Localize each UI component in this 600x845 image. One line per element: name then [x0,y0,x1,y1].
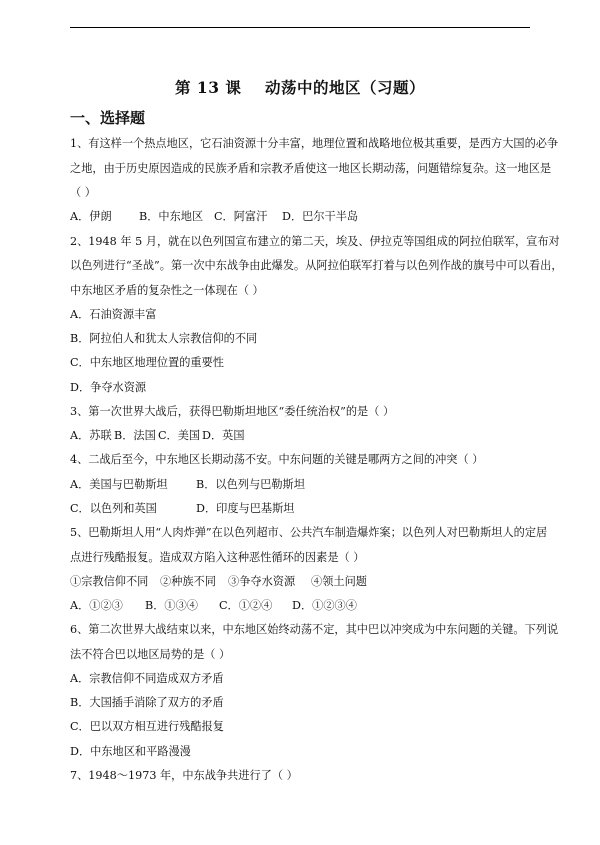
q3-option-d: D．英国 [202,429,245,442]
q5-line-1: 5、巴勒斯坦人用“人肉炸弹”在以色列超市、公共汽车制造爆炸案；以色列人对巴勒斯坦人的定居 [70,526,548,539]
q3-option-b: B．法国 [114,429,156,442]
q6-option-d: D．中东地区和平路漫漫 [70,745,191,758]
q5-factor-4: ④领土问题 [311,575,367,588]
q1-option-a: A．伊朗 [70,210,112,223]
q6-option-a: A．宗教信仰不同造成双方矛盾 [70,672,224,685]
q2-line-3: 中东地区矛盾的复杂性之一体现在（ ） [70,284,264,297]
q5-option-b: B．①③④ [145,599,198,612]
q7-line-1: 7、1948～1973 年，中东战争共进行了（ ） [70,769,298,782]
q6-option-c: C．巴以双方相互进行残酷报复 [70,720,224,733]
q4-option-c: C．以色列和英国 [70,502,157,515]
q1-line-2: 之地，由于历史原因造成的民族矛盾和宗教矛盾使这一地区长期动荡，问题错综复杂。这一地区是 [70,162,552,175]
q3-line-1: 3、第一次世界大战后，获得巴勒斯坦地区“委任统治权”的是（ ） [70,405,395,418]
q2-option-c: C．中东地区地理位置的重要性 [70,356,224,369]
q6-option-b: B．大国插手消除了双方的矛盾 [70,696,224,709]
q5-option-a: A．①②③ [70,599,123,612]
q2-line-2: 以色列进行“圣战”。第一次中东战争由此爆发。从阿拉伯联军打着与以色列作战的旗号中可以看出， [70,259,563,272]
q5-factor-1: ①宗教信仰不同 [70,575,149,588]
q3-option-c: C．美国 [158,429,201,442]
q1-option-d: D．巴尔干半岛 [282,210,359,223]
q4-option-a: A．美国与巴勒斯坦 [70,478,168,491]
q1-option-b: B．中东地区 [139,210,204,223]
q2-option-a: A．石油资源丰富 [70,308,157,321]
q5-option-d: D．①②③④ [292,599,357,612]
q4-option-b: B．以色列与巴勒斯坦 [196,478,305,491]
q3-option-a: A．苏联 [70,429,112,442]
q4-line-1: 4、二战后至今，中东地区长期动荡不安。中东问题的关键是哪两方之间的冲突（ ） [70,453,484,466]
q1-option-c: C．阿富汗 [214,210,268,223]
q1-line-1: 1、有这样一个热点地区，它石油资源十分丰富，地理位置和战略地位极其重要，是西方大国的必争 [70,137,559,150]
q5-factor-3: ③争夺水资源 [228,575,296,588]
q5-option-c: C．①②④ [219,599,273,612]
q1-line-3: （ ） [70,186,96,199]
header-rule [70,27,530,28]
q2-line-1: 2、1948 年 5 月，就在以色列国宣布建立的第二天，埃及、伊拉克等国组成的阿拉伯联军，宣布对 [70,235,560,248]
q5-factor-2: ②种族不同 [160,575,216,588]
q6-line-1: 6、第二次世界大战结束以来，中东地区始终动荡不定，其中巴以冲突成为中东问题的关键。下列说 [70,623,559,636]
q6-line-2: 法不符合巴以地区局势的是（ ） [70,648,231,661]
page-title: 第 13 课 动荡中的地区（习题） [175,78,425,97]
q4-option-d: D．印度与巴基斯坦 [196,502,295,515]
q2-option-b: B．阿拉伯人和犹太人宗教信仰的不同 [70,332,258,345]
q5-line-2: 点进行残酷报复。造成双方陷入这种恶性循环的因素是（ ） [70,551,365,564]
section-heading: 一、选择题 [70,109,146,127]
q2-option-d: D．争夺水资源 [70,381,147,394]
